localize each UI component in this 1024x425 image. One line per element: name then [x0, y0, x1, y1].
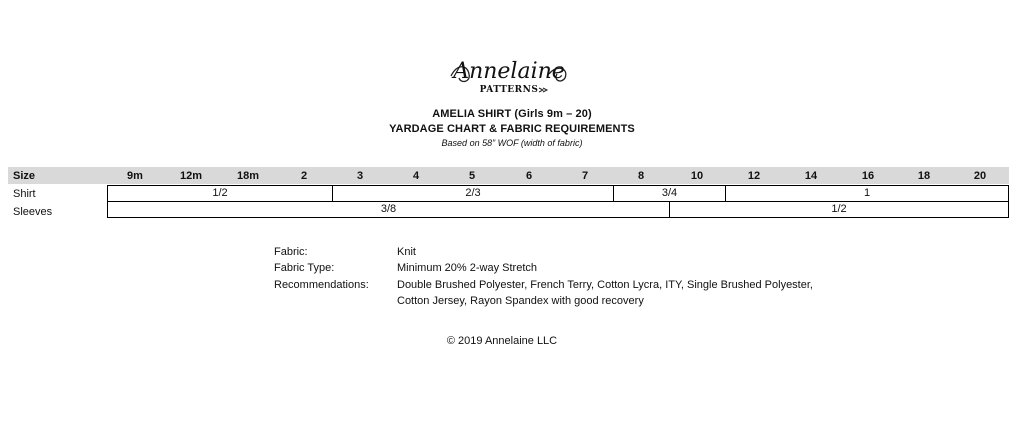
sleeves-row-label: Sleeves: [13, 206, 53, 218]
size-3: 3: [356, 170, 364, 182]
recommendations-label: Recommendations:: [274, 279, 369, 291]
sleeves-yardage-9m-8: 3/8: [107, 201, 670, 218]
fabric-type-value: Minimum 20% 2-way Stretch: [397, 262, 537, 274]
shirt-yardage-9m-2: 1/2: [107, 185, 333, 202]
chart-title: YARDAGE CHART & FABRIC REQUIREMENTS: [389, 123, 635, 135]
size-5: 5: [468, 170, 476, 182]
shirt-yardage-3-7: 2/3: [332, 185, 614, 202]
size-4: 4: [412, 170, 420, 182]
logo-graphic: [447, 50, 571, 98]
copyright: © 2019 Annelaine LLC: [446, 335, 558, 347]
size-20: 20: [973, 170, 987, 182]
pattern-title: AMELIA SHIRT (Girls 9m – 20): [432, 108, 592, 120]
shirt-yardage-8-10: 3/4: [613, 185, 726, 202]
logo-sub: PATTERNS: [479, 85, 539, 95]
size-12: 12: [747, 170, 761, 182]
size-16: 16: [861, 170, 875, 182]
size-7: 7: [581, 170, 589, 182]
fabric-label: Fabric:: [274, 246, 308, 258]
size-10: 10: [690, 170, 704, 182]
shirt-row-label: Shirt: [13, 188, 36, 200]
recommendations-value: Double Brushed Polyester, French Terry, Cotton Lycra, ITY, Single Brushed Polyester,: [397, 279, 813, 291]
size-6: 6: [525, 170, 533, 182]
wof-note: Based on 58” WOF (width of fabric): [441, 138, 583, 148]
fabric-type-label: Fabric Type:: [274, 262, 335, 274]
shirt-yardage-12-20: 1: [725, 185, 1009, 202]
sleeves-yardage-10-20: 1/2: [669, 201, 1009, 218]
fabric-value: Knit: [397, 246, 416, 258]
annelaine-patterns-logo: [447, 50, 571, 98]
size-9m: 9m: [127, 170, 143, 182]
size-18: 18: [917, 170, 931, 182]
size-14: 14: [804, 170, 818, 182]
size-row-label: Size: [13, 170, 36, 182]
size-18m: 18m: [236, 170, 260, 182]
size-12m: 12m: [179, 170, 203, 182]
size-2: 2: [300, 170, 308, 182]
recommendations-value-line2: Cotton Jersey, Rayon Spandex with good recovery: [397, 295, 644, 307]
logo-brand: Annelaine: [453, 59, 565, 84]
size-8: 8: [637, 170, 645, 182]
